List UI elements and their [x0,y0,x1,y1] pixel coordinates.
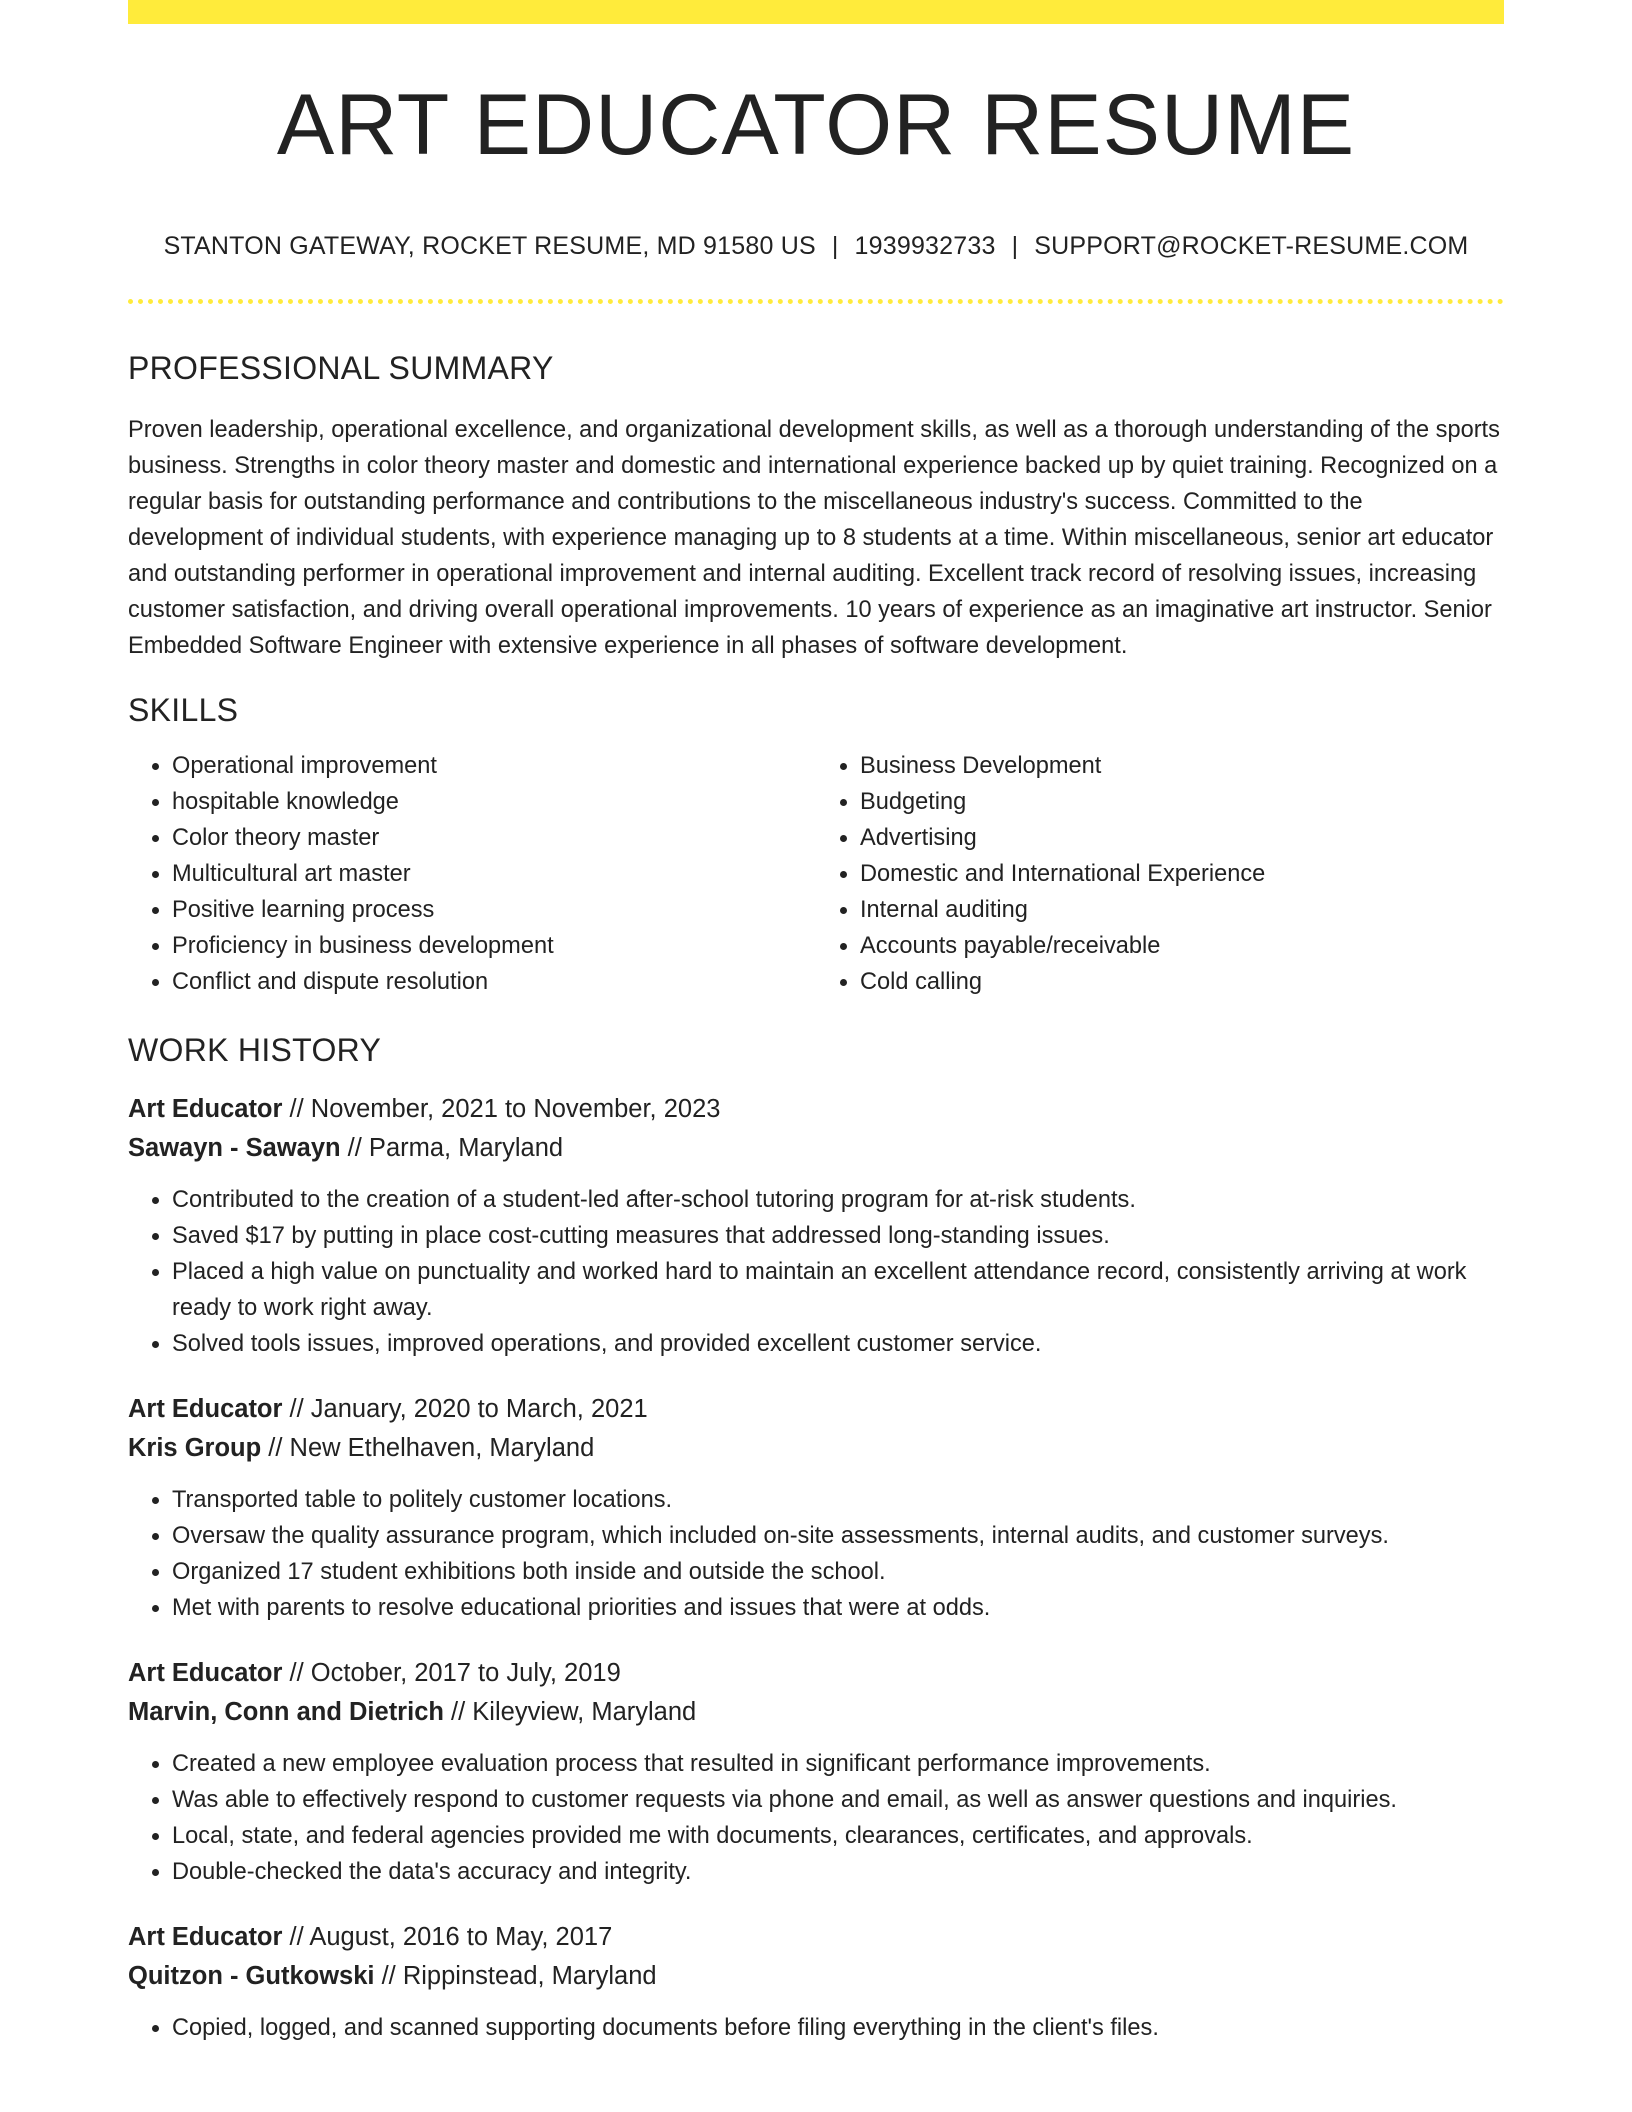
job-entry [128,1654,1504,1890]
job-dates: // November, 2021 to November, 2023 [282,1095,721,1123]
contact-separator: | [831,232,839,260]
contact-email: SUPPORT@ROCKET-RESUME.COM [1034,232,1469,260]
job-bullet: • Solved tools issues, improved operations, and provided excellent customer service. [172,1326,1504,1362]
job-bullet: • Met with parents to resolve educational priorities and issues that were at odds. [172,1590,1504,1626]
job-company: Kris Group [128,1434,262,1462]
job-company-line [128,1957,1504,1996]
skill-item: • Positive learning process [172,892,816,928]
skills-heading: SKILLS [128,692,239,728]
job-bullets [128,1182,1504,1362]
job-bullet: • Saved $17 by putting in place cost-cutting measures that addressed long-standing issues. [172,1218,1504,1254]
job-title: Art Educator [128,1395,283,1423]
skill-item: • Operational improvement [172,748,816,784]
job-title-line [128,1918,1504,1957]
job-dates: // October, 2017 to July, 2019 [282,1659,621,1687]
job-company: Quitzon - Gutkowski [128,1962,375,1990]
resume-page [128,0,1504,2046]
work-history-list [128,1090,1504,2046]
summary-heading: PROFESSIONAL SUMMARY [128,350,554,386]
job-bullet: • Double-checked the data's accuracy and integrity. [172,1854,1504,1890]
job-title: Art Educator [128,1095,283,1123]
job-bullet: • Copied, logged, and scanned supporting documents before filing everything in the client's files. [172,2010,1504,2046]
contact-address: STANTON GATEWAY, ROCKET RESUME, MD 91580 US [163,232,816,260]
skill-item: • Budgeting [860,784,1504,820]
contact-line [128,234,1504,259]
contact-separator: | [1011,232,1019,260]
skill-item: • Advertising [860,820,1504,856]
job-bullet: • Oversaw the quality assurance program, which included on-site assessments, internal audits, and customer surveys. [172,1518,1504,1554]
dotted-divider [128,299,1504,304]
skill-item: • Internal auditing [860,892,1504,928]
job-location: // Kileyview, Maryland [443,1698,697,1726]
skills-list [128,748,1504,1000]
skill-item: • Accounts payable/receivable [860,928,1504,964]
job-company: Marvin, Conn and Dietrich [128,1698,444,1726]
job-dates: // August, 2016 to May, 2017 [282,1923,613,1951]
job-title-line [128,1390,1504,1429]
job-location: // New Ethelhaven, Maryland [261,1434,595,1462]
skill-item: • hospitable knowledge [172,784,816,820]
job-location: // Parma, Maryland [340,1134,564,1162]
skill-item: • Conflict and dispute resolution [172,964,816,1000]
job-title: Art Educator [128,1659,283,1687]
job-entry [128,1390,1504,1626]
summary-text: Proven leadership, operational excellence, and organizational development skills, as well as a thorough understanding of the sports business. Strengths in color theory master and domestic and international experience backed up by quiet training. Recognized on a regular basis for outstanding performance and contributions to the miscellaneous industry's success. Committed to the development of individual students, with experience managing up to 8 students at a time. Within miscellaneous, senior art educator and outstanding performer in operational improvement and internal auditing. Excellent track record of resolving issues, increasing customer satisfaction, and driving overall operational improvements. 10 years of experience as an imaginative art instructor. Senior Embedded Software Engineer with extensive experience in all phases of software development. [128,417,1500,659]
job-bullet: • Placed a high value on punctuality and worked hard to maintain an excellent attendance record, consistently arriving at work ready to work right away. [172,1254,1504,1326]
skills-column-left [128,748,816,1000]
job-company: Sawayn - Sawayn [128,1134,341,1162]
job-bullets [128,1482,1504,1626]
job-bullet: • Organized 17 student exhibitions both inside and outside the school. [172,1554,1504,1590]
resume-title: ART EDUCATOR RESUME [276,77,1356,173]
skill-item: • Business Development [860,748,1504,784]
job-title-line [128,1654,1504,1693]
job-dates: // January, 2020 to March, 2021 [282,1395,648,1423]
job-bullet: • Was able to effectively respond to customer requests via phone and email, as well as answer questions and inquiries. [172,1782,1504,1818]
job-bullets [128,2010,1504,2046]
job-bullet: • Contributed to the creation of a student-led after-school tutoring program for at-risk students. [172,1182,1504,1218]
job-company-line [128,1129,1504,1168]
work-history-heading: WORK HISTORY [128,1032,382,1068]
skill-item: • Proficiency in business development [172,928,816,964]
top-accent-bar [128,0,1504,24]
job-bullets [128,1746,1504,1890]
job-company-line [128,1693,1504,1732]
job-company-line [128,1429,1504,1468]
job-title-line [128,1090,1504,1129]
job-entry [128,1090,1504,1362]
skills-column-right [816,748,1504,1000]
job-bullet: • Local, state, and federal agencies provided me with documents, clearances, certificates, and approvals. [172,1818,1504,1854]
skill-item: • Domestic and International Experience [860,856,1504,892]
skill-item: • Color theory master [172,820,816,856]
job-entry [128,1918,1504,2046]
contact-phone: 1939932733 [854,232,996,260]
job-location: // Rippinstead, Maryland [374,1962,657,1990]
skill-item: • Multicultural art master [172,856,816,892]
job-bullet: • Created a new employee evaluation process that resulted in significant performance improvements. [172,1746,1504,1782]
job-title: Art Educator [128,1923,283,1951]
job-bullet: • Transported table to politely customer locations. [172,1482,1504,1518]
skill-item: • Cold calling [860,964,1504,1000]
